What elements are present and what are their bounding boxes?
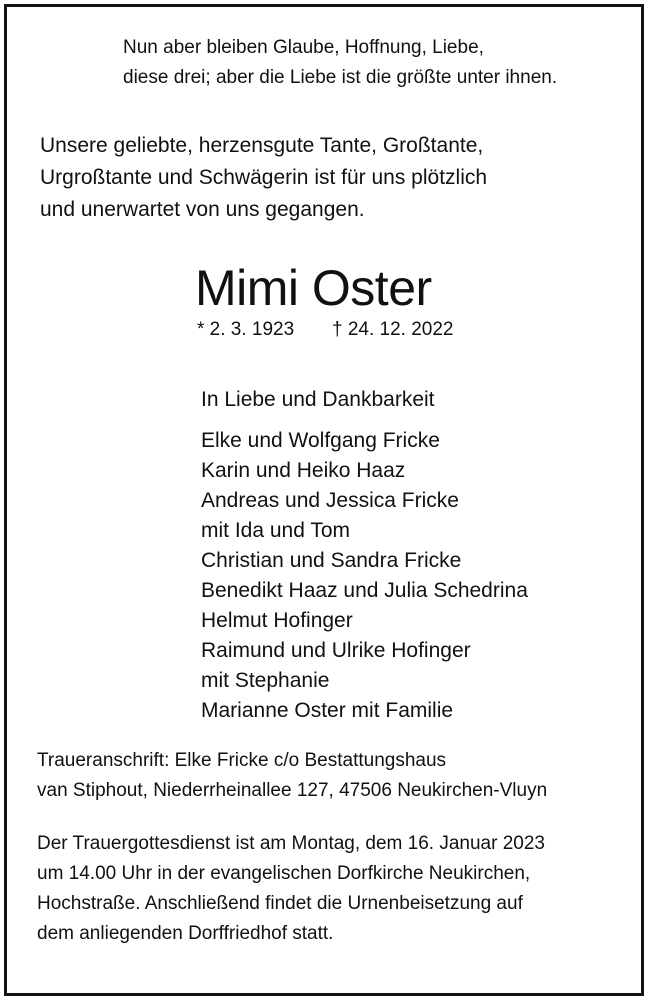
service-line-1: Der Trauergottesdienst ist am Montag, dem 16. Januar 2023	[37, 833, 545, 854]
mourner-name: Marianne Oster mit Familie	[201, 699, 454, 722]
mourner-name: Christian und Sandra Fricke	[201, 549, 462, 572]
address-line-1: Traueranschrift: Elke Fricke c/o Bestattungshaus	[37, 750, 447, 771]
birth-date: * 2. 3. 1923	[197, 319, 295, 340]
verse-line-1: Nun aber bleiben Glaube, Hoffnung, Liebe,	[123, 37, 484, 58]
intro-line-1: Unsere geliebte, herzensgute Tante, Großtante,	[40, 134, 484, 157]
mourner-name: Benedikt Haaz und Julia Schedrina	[201, 579, 528, 602]
mourner-name: Raimund und Ulrike Hofinger	[201, 639, 471, 662]
mourner-name: mit Stephanie	[201, 669, 330, 692]
mourner-name: Andreas und Jessica Fricke	[201, 489, 459, 512]
obituary-notice	[4, 4, 644, 996]
mourner-name: Helmut Hofinger	[201, 609, 353, 632]
intro-line-2: Urgroßtante und Schwägerin ist für uns plötzlich	[40, 166, 488, 189]
death-date: † 24. 12. 2022	[332, 319, 454, 340]
verse-line-2: diese drei; aber die Liebe ist die größte unter ihnen.	[123, 67, 558, 88]
mourner-name: mit Ida und Tom	[201, 519, 351, 542]
mourner-name: Elke und Wolfgang Fricke	[201, 429, 440, 452]
mourner-name: Karin und Heiko Haaz	[201, 459, 406, 482]
service-line-4: dem anliegenden Dorffriedhof statt.	[37, 923, 334, 944]
mourners-heading: In Liebe und Dankbarkeit	[201, 388, 435, 411]
service-line-2: um 14.00 Uhr in der evangelischen Dorfkirche Neukirchen,	[37, 863, 531, 884]
address-line-2: van Stiphout, Niederrheinallee 127, 47506 Neukirchen-Vluyn	[37, 780, 548, 801]
service-line-3: Hochstraße. Anschließend findet die Urnenbeisetzung auf	[37, 893, 523, 914]
deceased-name: Mimi Oster	[195, 260, 432, 316]
intro-line-3: und unerwartet von uns gegangen.	[40, 198, 365, 221]
